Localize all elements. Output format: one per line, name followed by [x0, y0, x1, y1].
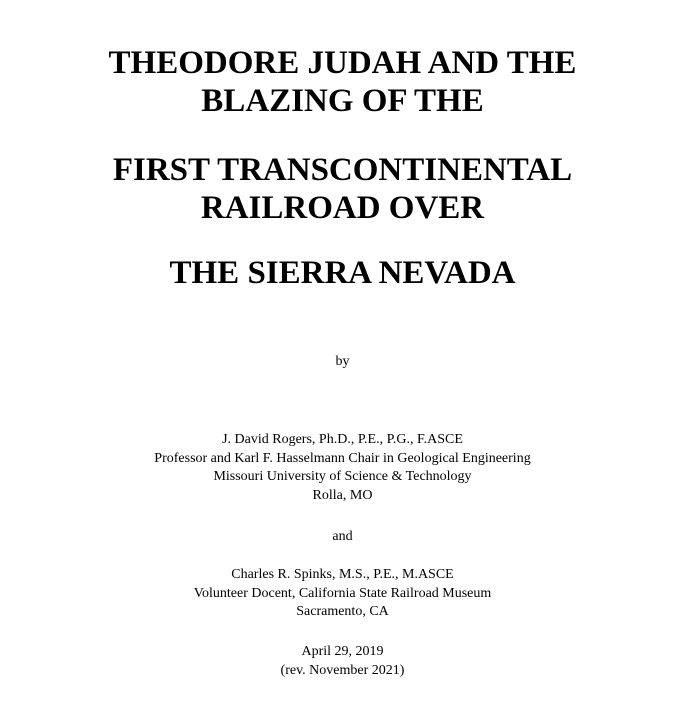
author-1-location: Rolla, MO	[312, 487, 373, 503]
publication-date: April 29, 2019	[301, 644, 384, 659]
by-line	[0, 353, 685, 372]
title-line: FIRST TRANSCONTINENTAL	[112, 152, 573, 188]
title-block-3	[0, 254, 685, 292]
title-line: THEODORE JUDAH AND THE	[108, 45, 577, 81]
author-2-block	[0, 566, 685, 622]
title-block-2	[0, 151, 685, 227]
title-line: THE SIERRA NEVADA	[169, 255, 516, 291]
title-block-1	[0, 44, 685, 120]
author-1-block	[0, 431, 685, 505]
revision-date: (rev. November 2021)	[280, 662, 405, 678]
by-text: by	[335, 354, 350, 369]
and-line	[0, 528, 685, 547]
title-line: RAILROAD OVER	[200, 190, 485, 226]
date-block	[0, 643, 685, 680]
author-2-name: Charles R. Spinks, M.S., P.E., M.ASCE	[231, 567, 454, 582]
and-text: and	[332, 529, 353, 544]
author-2-position: Volunteer Docent, California State Railroad Museum	[193, 585, 492, 601]
author-1-institution: Missouri University of Science & Technology	[213, 469, 472, 484]
author-1-name: J. David Rogers, Ph.D., P.E., P.G., F.ASCE	[222, 432, 463, 447]
author-1-position: Professor and Karl F. Hasselmann Chair in Geological Engineering	[154, 450, 531, 466]
title-line: BLAZING OF THE	[201, 83, 484, 119]
author-2-location: Sacramento, CA	[296, 604, 389, 619]
